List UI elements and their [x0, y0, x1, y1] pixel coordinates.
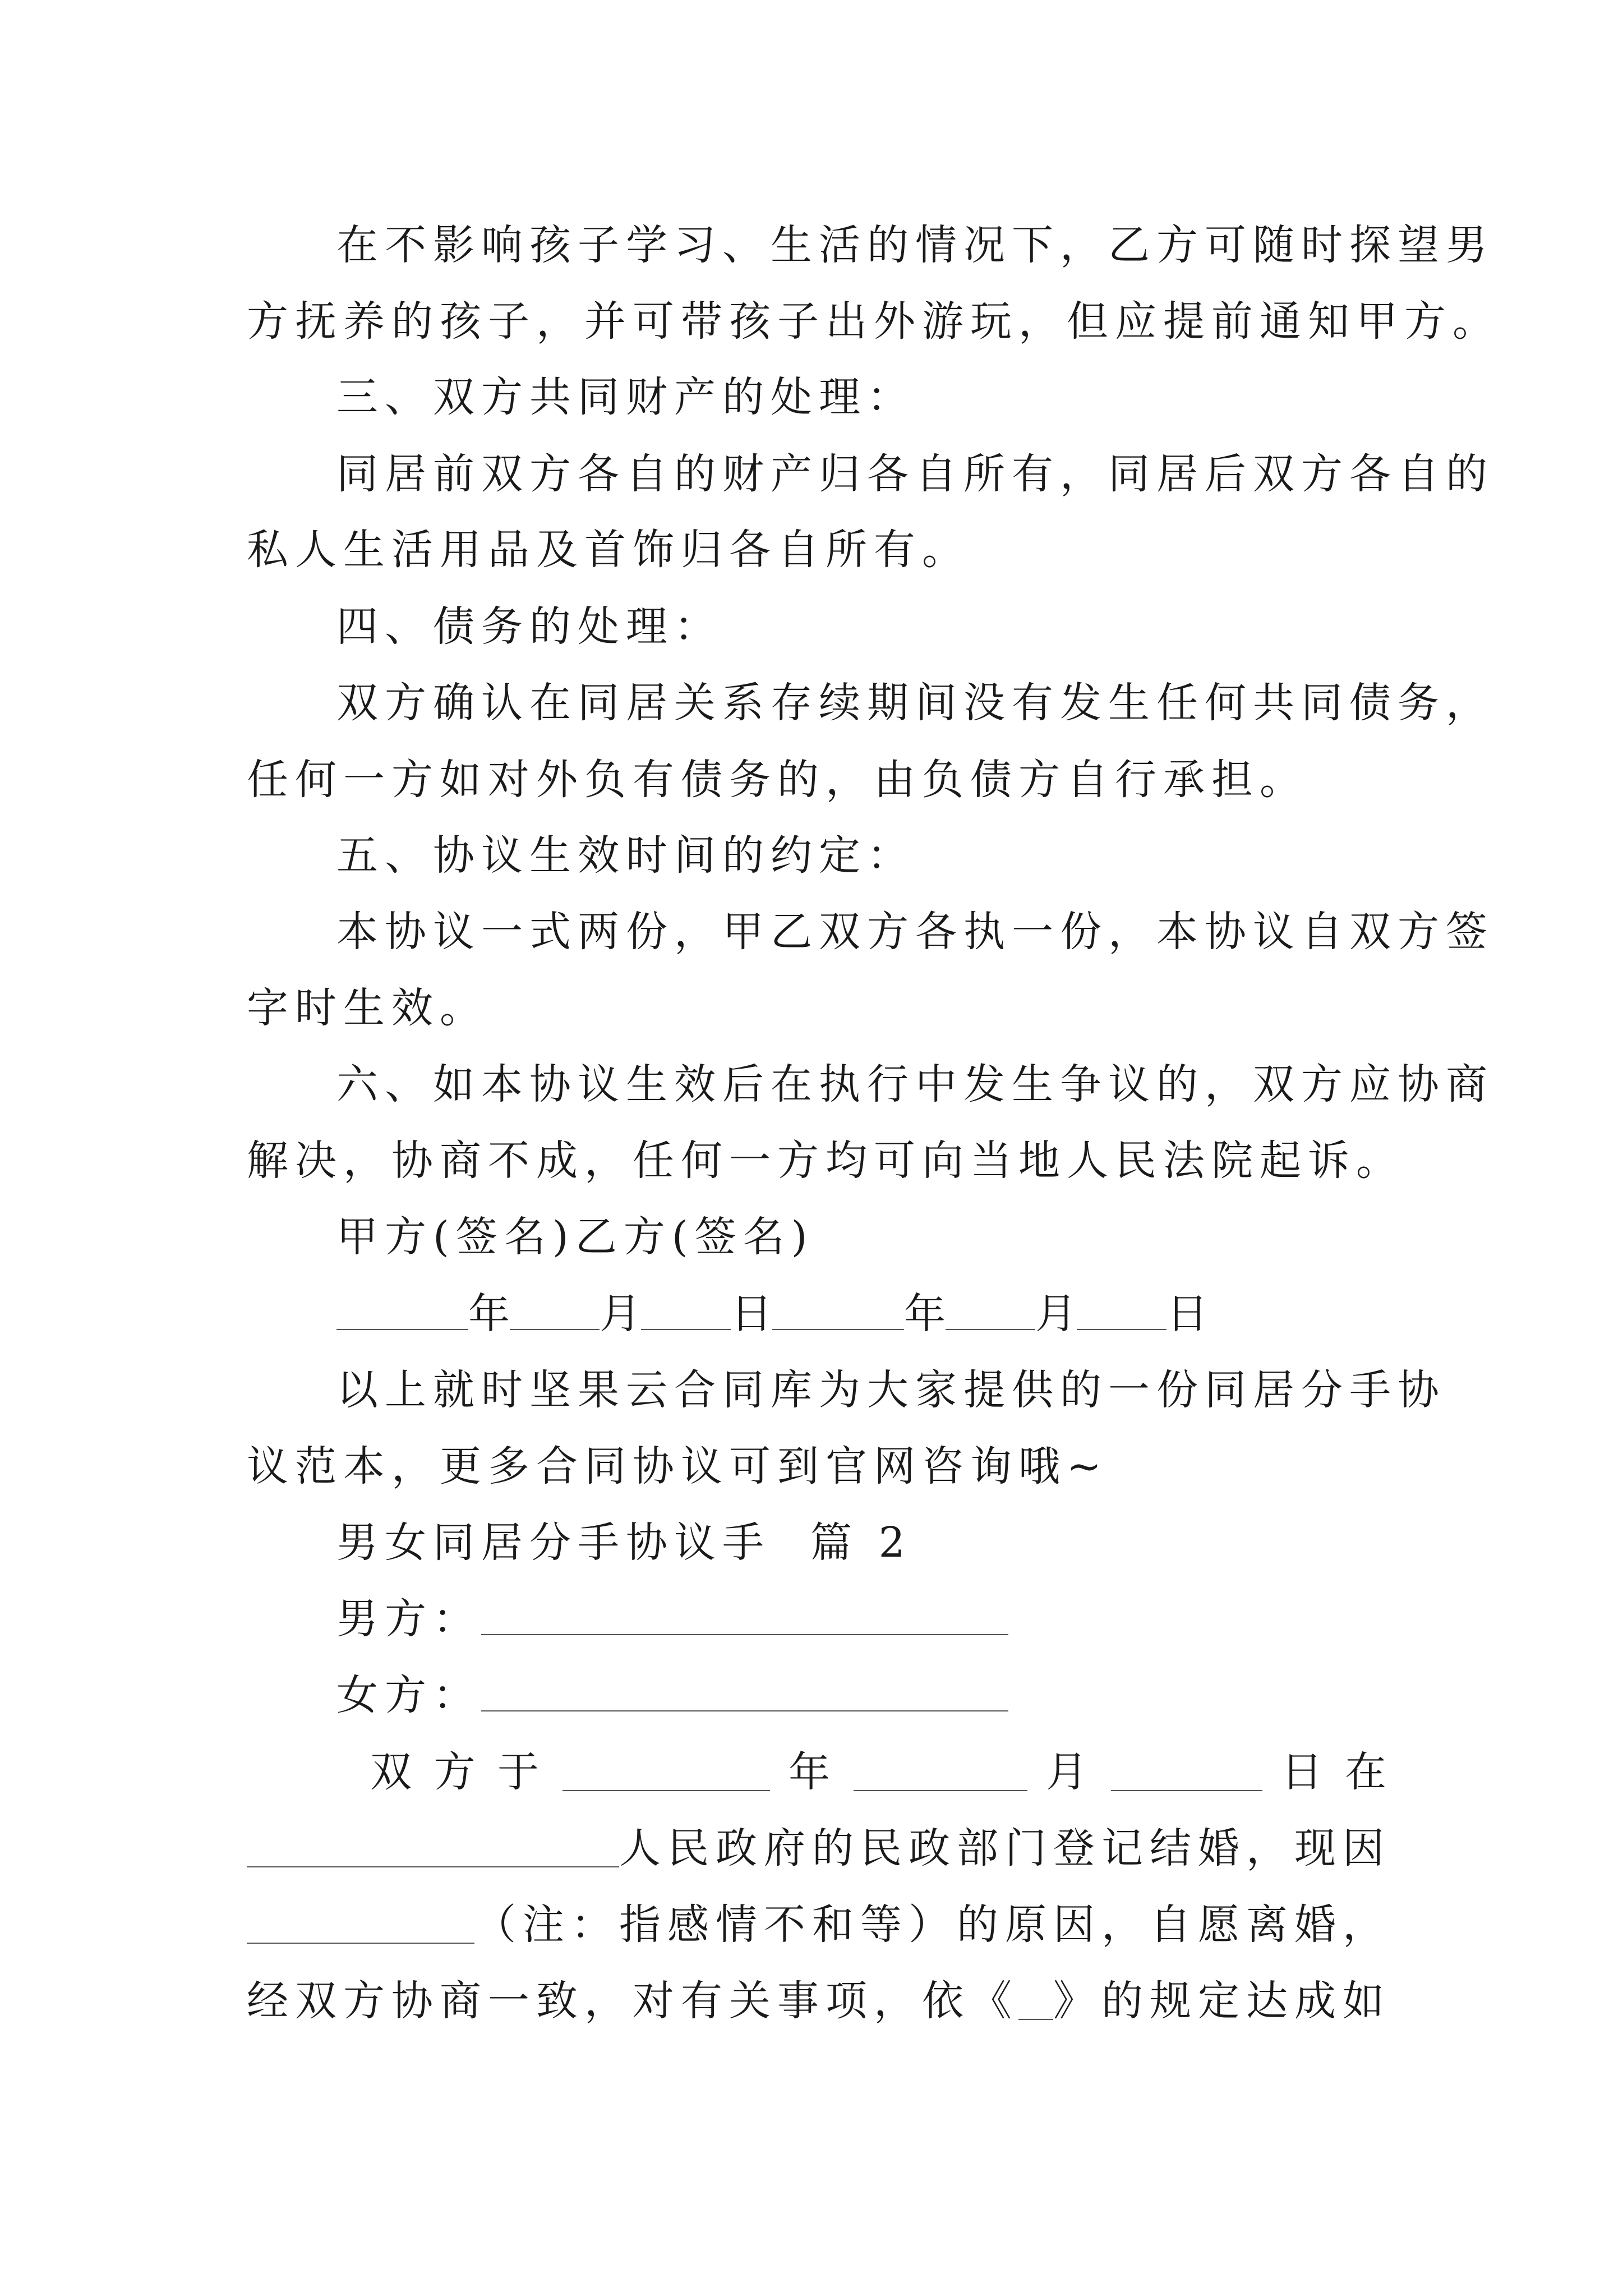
month-label: 月	[1035, 1290, 1077, 1338]
paragraph-line: 私人生活用品及首饰归各自所有。	[247, 526, 970, 574]
day-label: 日 在	[1281, 1748, 1391, 1796]
section-heading: 五、协议生效时间的约定：	[336, 831, 915, 880]
male-party-line	[336, 1588, 1391, 1650]
female-label: 女方：	[336, 1671, 481, 1719]
paragraph-line: 议范本，更多合同协议可到官网咨询哦~	[247, 1442, 1109, 1490]
day-label: 日	[731, 1290, 772, 1338]
month-label: 月	[600, 1290, 641, 1338]
paragraph-line: 解决，协商不成，任何一方均可向当地人民法院起诉。	[247, 1137, 1404, 1185]
date-line	[336, 1283, 1391, 1345]
marriage-text: 》的规定达成如	[1053, 1977, 1391, 2025]
blank-field	[772, 1292, 904, 1330]
marriage-line	[247, 1970, 1391, 2032]
blank-field	[641, 1292, 731, 1330]
female-party-line	[336, 1664, 1391, 1726]
blank-field	[247, 1829, 619, 1867]
paragraph-line: 同居前双方各自的财产归各自所有，同居后双方各自的	[336, 450, 1494, 498]
marriage-text: 双 方 于	[370, 1748, 544, 1796]
marriage-text: 经双方协商一致，对有关事项，依《	[247, 1977, 1018, 2025]
paragraph-line: 本协议一式两份，甲乙双方各执一份，本协议自双方签	[336, 908, 1494, 956]
year-label: 年	[789, 1748, 835, 1796]
marriage-line	[370, 1741, 1391, 1803]
section-title: 男女同居分手协议手 篇 2	[336, 1519, 912, 1567]
paragraph-line: 在不影响孩子学习、生活的情况下，乙方可随时探望男	[336, 221, 1494, 269]
paragraph-line: 以上就时坚果云合同库为大家提供的一份同居分手协	[336, 1366, 1446, 1414]
month-label: 月	[1046, 1748, 1092, 1796]
day-label: 日	[1166, 1290, 1208, 1338]
marriage-line	[247, 1818, 1391, 1879]
paragraph-line: 任何一方如对外负有债务的，由负债方自行承担。	[247, 756, 1308, 804]
paragraph-line: 字时生效。	[247, 984, 488, 1032]
female-blank-field	[481, 1673, 1008, 1711]
signature-line: 甲方(签名)乙方(签名)	[336, 1213, 814, 1261]
blank-field	[336, 1292, 468, 1330]
paragraph-line: 六、如本协议生效后在执行中发生争议的，双方应协商	[336, 1060, 1494, 1108]
section-heading: 四、债务的处理：	[336, 602, 722, 651]
marriage-line	[247, 1894, 1391, 1955]
marriage-text: 人民政府的民政部门登记结婚，现因	[619, 1824, 1391, 1872]
blank-field	[510, 1292, 600, 1330]
blank-field	[1018, 1982, 1053, 2020]
paragraph-line: 双方确认在同居关系存续期间没有发生任何共同债务，	[336, 679, 1494, 727]
blank-field	[854, 1753, 1027, 1791]
blank-field	[1111, 1753, 1262, 1791]
blank-field	[562, 1753, 770, 1791]
male-label: 男方：	[336, 1595, 481, 1643]
section-heading: 三、双方共同财产的处理：	[336, 373, 915, 421]
blank-field	[247, 1906, 474, 1944]
blank-field	[1077, 1292, 1166, 1330]
marriage-text: （注：指感情不和等）的原因，自愿离婚，	[474, 1901, 1391, 1949]
male-blank-field	[481, 1597, 1008, 1635]
year-label: 年	[904, 1290, 946, 1338]
year-label: 年	[468, 1290, 510, 1338]
blank-field	[946, 1292, 1035, 1330]
paragraph-line: 方抚养的孩子，并可带孩子出外游玩，但应提前通知甲方。	[247, 297, 1501, 346]
